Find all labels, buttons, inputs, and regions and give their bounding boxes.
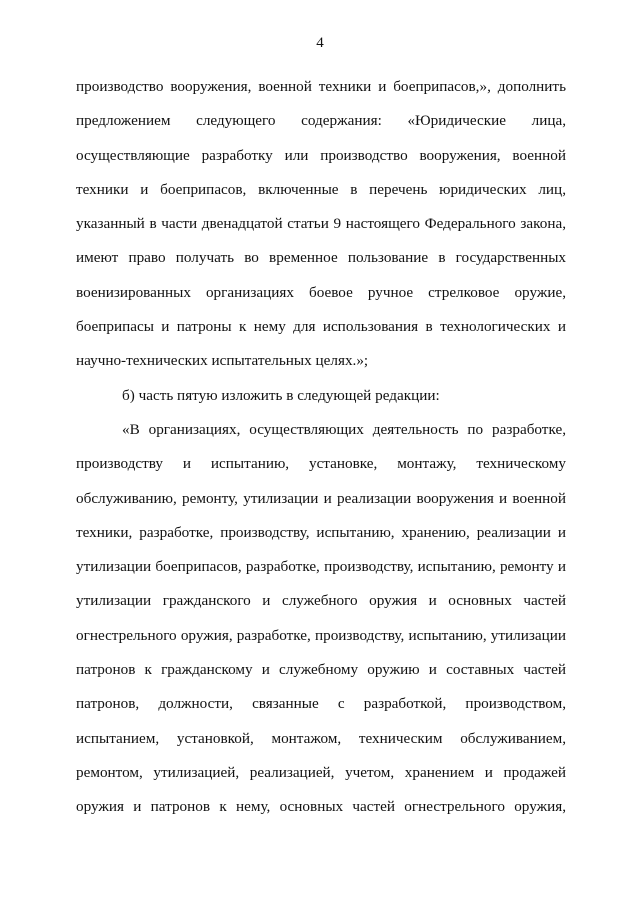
text-line: научно-технических испытательных целях.»; <box>76 352 369 370</box>
text-line: огнестрельного оружия, разработке, производству, испытанию, утилизации <box>76 626 566 644</box>
text-line: ремонтом, утилизацией, реализацией, учетом, хранением и продажей <box>76 763 566 781</box>
text-line: имеют право получать во временное пользование в государственных <box>76 249 566 267</box>
text-line: патронов, должности, связанные с разработкой, производством, <box>76 695 566 713</box>
text-line: оружия и патронов к нему, основных частей огнестрельного оружия, <box>76 798 566 816</box>
text-line: техники и боеприпасов, включенные в перечень юридических лиц, <box>76 180 566 198</box>
text-line: испытанием, установкой, монтажом, техническим обслуживанием, <box>76 729 566 747</box>
text-line: предложением следующего содержания: «Юридические лица, <box>76 112 566 130</box>
text-line: утилизации боеприпасов, разработке, производству, испытанию, ремонту и <box>76 558 566 576</box>
text-line: производству и испытанию, установке, монтажу, техническому <box>76 455 566 473</box>
document-body <box>76 70 566 825</box>
text-line: военизированных организациях боевое ручное стрелковое оружие, <box>76 283 566 301</box>
text-line: обслуживанию, ремонту, утилизации и реализации вооружения и военной <box>76 489 566 507</box>
text-line: указанный в части двенадцатой статьи 9 настоящего Федерального закона, <box>76 215 566 233</box>
page-number: 4 <box>316 35 324 51</box>
text-line: производство вооружения, военной техники и боеприпасов,», дополнить <box>76 78 566 95</box>
text-line: патронов к гражданскому и служебному оружию и составных частей <box>76 661 566 679</box>
text-line: боеприпасы и патроны к нему для использования в технологических и <box>76 318 566 336</box>
text-line: осуществляющие разработку или производство вооружения, военной <box>76 146 566 164</box>
text-line: «В организациях, осуществляющих деятельность по разработке, <box>122 420 566 438</box>
text-line: б) часть пятую изложить в следующей редакции: <box>122 386 440 404</box>
text-line: техники, разработке, производству, испытанию, хранению, реализации и <box>76 523 566 541</box>
text-line: утилизации гражданского и служебного оружия и основных частей <box>76 592 566 610</box>
